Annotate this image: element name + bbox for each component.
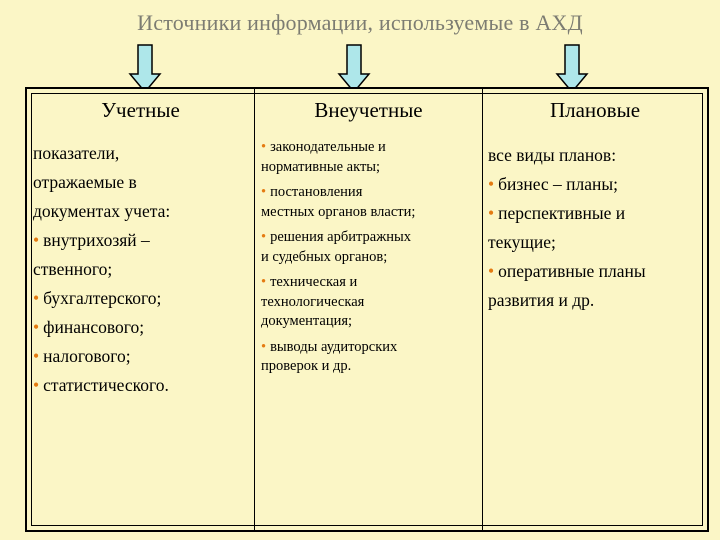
- list-item: • выводы аудиторских проверок и др.: [261, 338, 398, 374]
- bullet-icon: •: [261, 184, 267, 200]
- slide-title: Источники информации, используемые в АХД: [137, 10, 583, 35]
- bullet-icon: •: [261, 139, 267, 155]
- bullet-icon: •: [33, 230, 40, 250]
- column-body: [488, 141, 705, 315]
- column-heading: Учетные: [101, 98, 180, 122]
- list-item: • постановления местных органов власти;: [261, 184, 416, 220]
- list-item: • налогового;: [33, 346, 131, 366]
- column-body: [33, 139, 252, 400]
- list-item: • внутрихозяй –: [33, 230, 150, 250]
- list-item: • решения арбитражных и судебных органов;: [261, 229, 411, 265]
- bullet-icon: •: [488, 261, 495, 281]
- list-item: • законодательные и нормативные акты;: [261, 139, 386, 175]
- bullet-icon: •: [261, 338, 267, 355]
- list-item: • финансового;: [33, 317, 145, 337]
- sources-table: [25, 87, 709, 532]
- list-item: • бухгалтерского;: [33, 288, 162, 308]
- bullet-icon: •: [488, 174, 495, 194]
- intro-line: отражаемые в: [33, 172, 137, 192]
- list-item-continuation: текущие;: [488, 232, 556, 252]
- bullet-icon: •: [261, 229, 267, 245]
- intro-line: все виды планов:: [488, 145, 617, 165]
- list-item: • перспективные и: [488, 203, 626, 223]
- list-item: • техническая и технологическая документация;: [261, 274, 365, 329]
- column-non-accounting: [254, 89, 482, 530]
- list-item-continuation: ственного;: [33, 259, 113, 279]
- bullet-icon: •: [33, 346, 40, 366]
- list-item-continuation: развития и др.: [488, 290, 595, 310]
- bullet-icon: •: [261, 274, 267, 290]
- list-item: • оперативные планы: [488, 261, 646, 281]
- column-body: [261, 138, 480, 383]
- bullet-icon: •: [33, 317, 40, 337]
- list-item: • статистического.: [33, 375, 169, 395]
- column-planning: [482, 89, 707, 530]
- intro-line: показатели,: [33, 143, 120, 163]
- bullet-icon: •: [33, 375, 40, 395]
- column-accounting: [27, 89, 254, 530]
- column-heading: Плановые: [549, 98, 641, 122]
- bullet-icon: •: [33, 288, 40, 308]
- bullet-icon: •: [488, 203, 495, 223]
- list-item: • бизнес – планы;: [488, 174, 619, 194]
- column-heading: Внеучетные: [314, 98, 423, 122]
- intro-line: документах учета:: [33, 201, 171, 221]
